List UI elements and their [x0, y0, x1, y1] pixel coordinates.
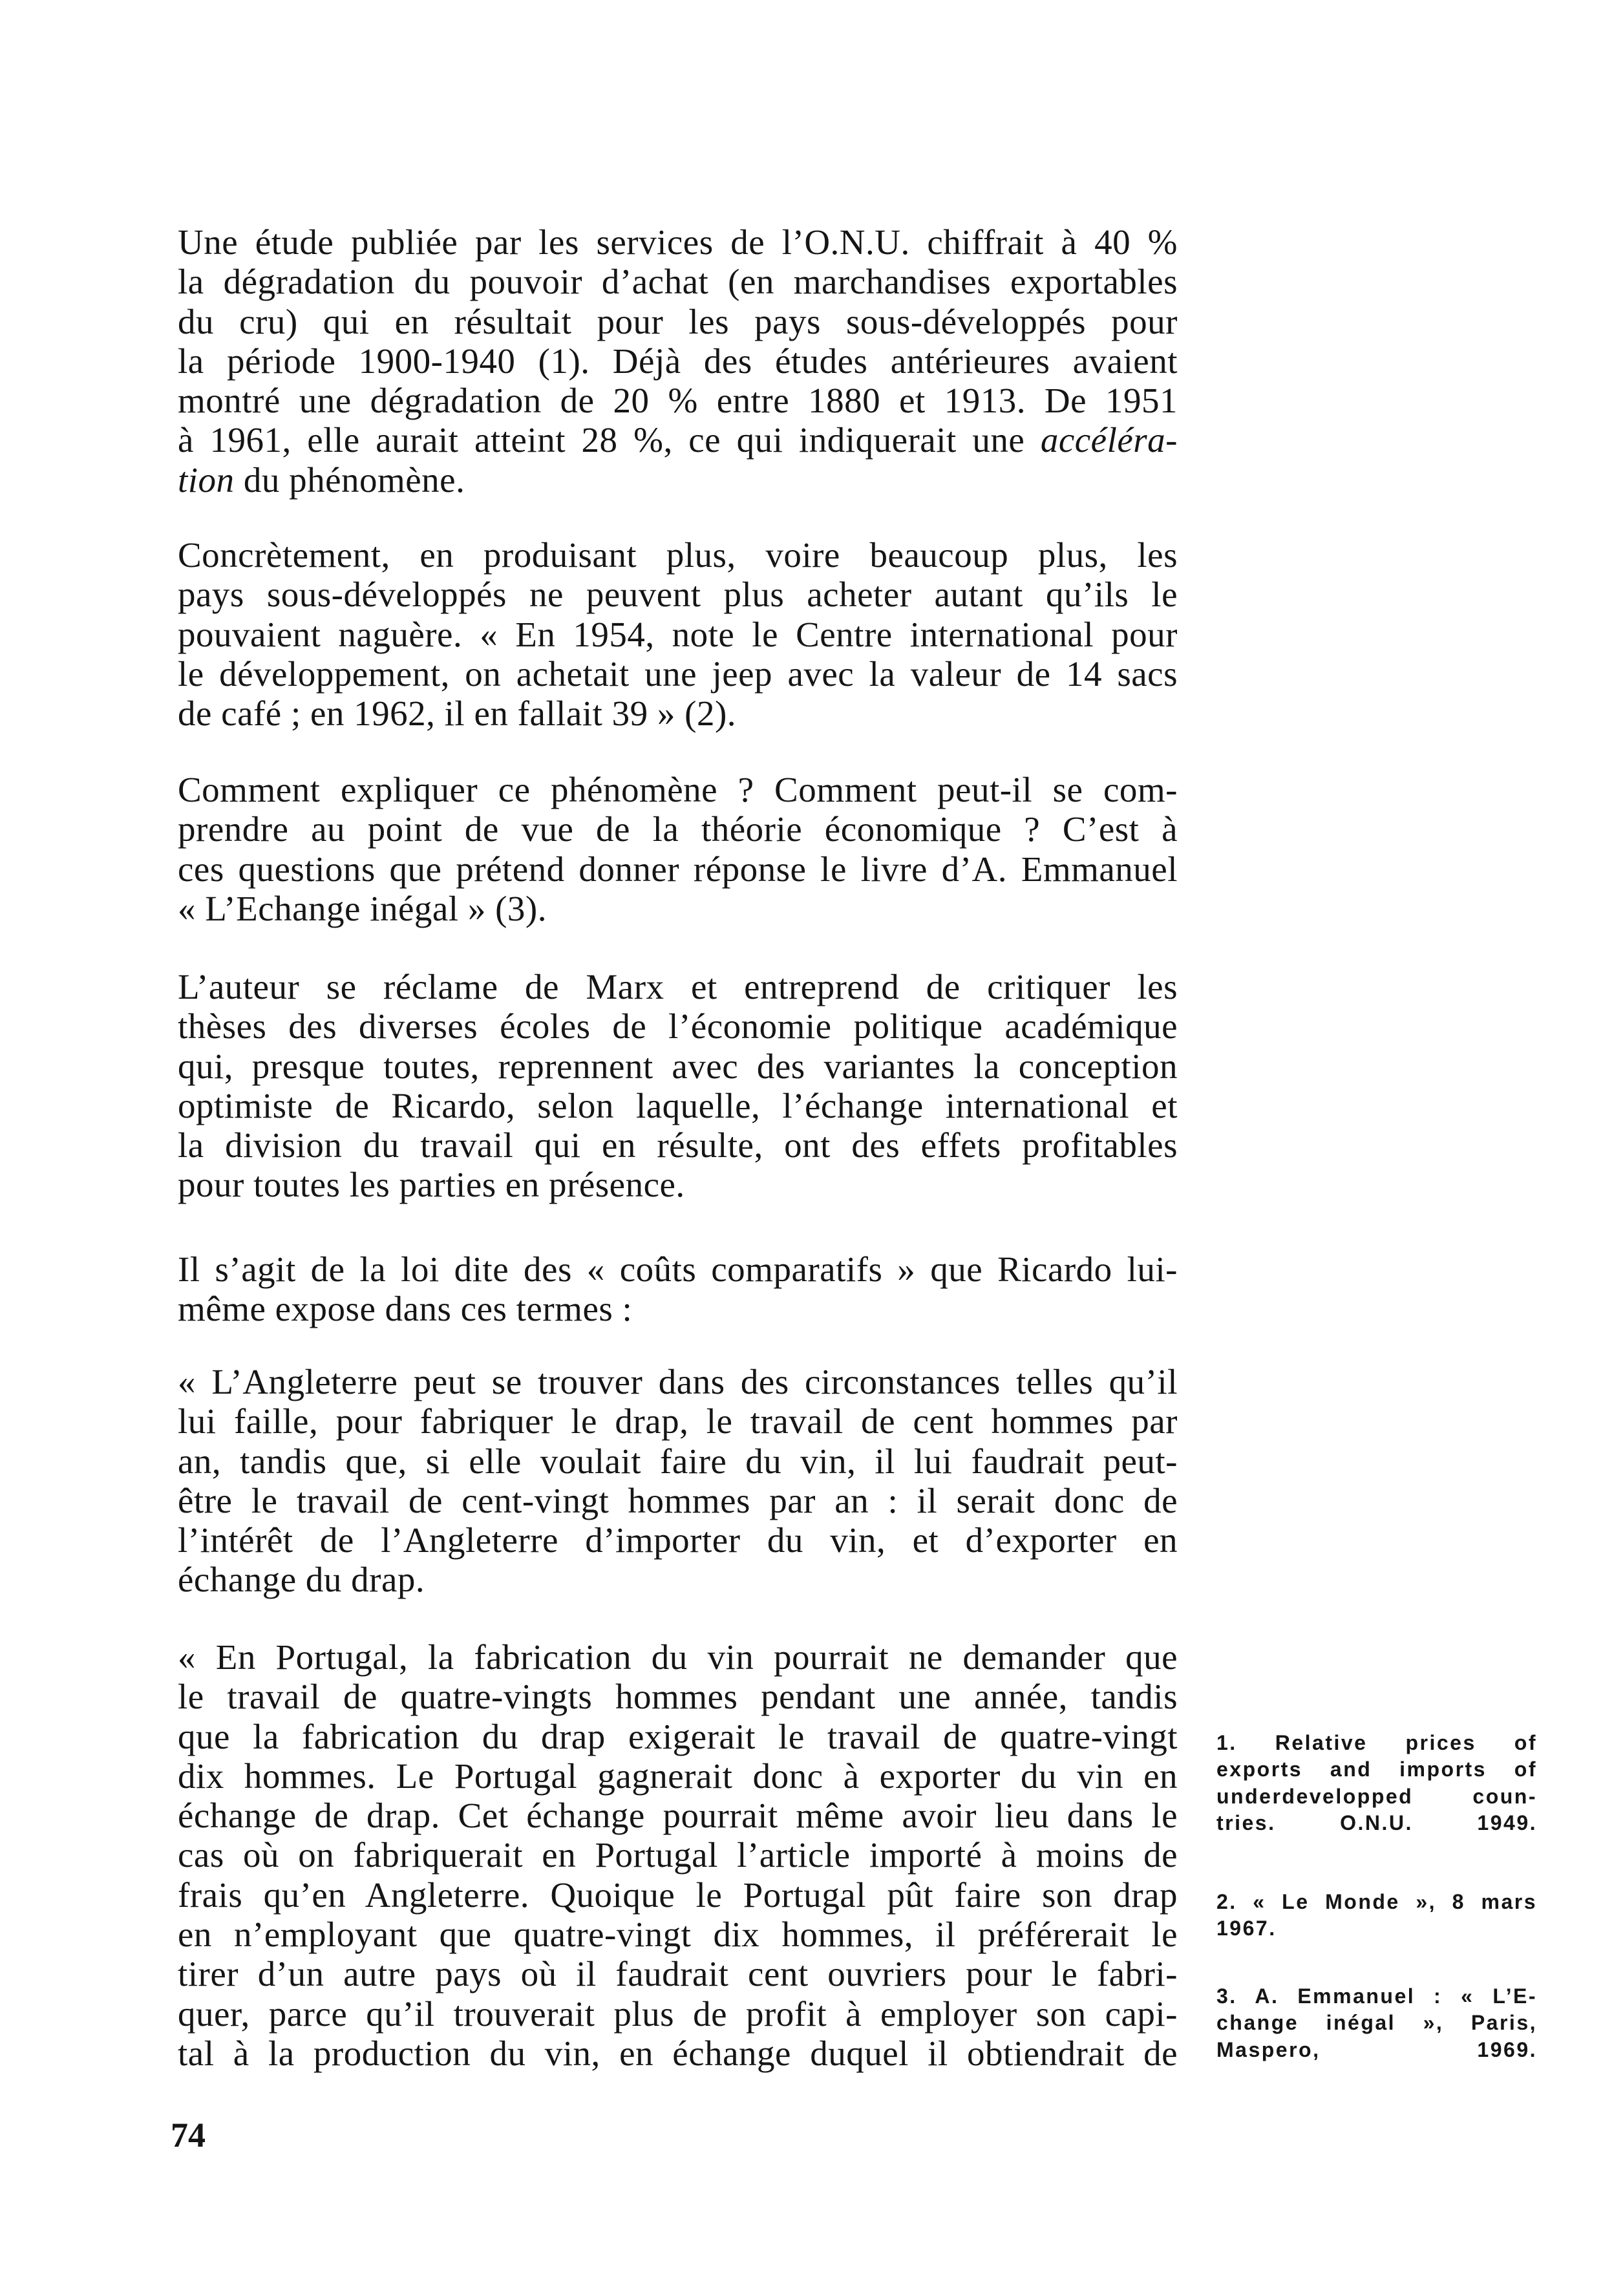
- note-line: exports and imports of: [1216, 1758, 1537, 1781]
- text-line: [178, 420, 1178, 460]
- note-line: 2. « Le Monde », 8 mars: [1216, 1890, 1537, 1913]
- text-segment: du phénomène.: [234, 460, 465, 500]
- text-line: Concrètement, en produisant plus, voire beaucoup plus, les: [178, 535, 1178, 575]
- text-line: tal à la production du vin, en échange duquel il obtiendrait de: [178, 2033, 1178, 2073]
- quotation-paragraph-2: [178, 1637, 1178, 2073]
- paragraph-3: [178, 770, 1178, 928]
- text-line: pays sous-développés ne peuvent plus acheter autant qu’ils le: [178, 575, 1178, 615]
- text-line: dix hommes. Le Portugal gagnerait donc à exporter du vin en: [178, 1756, 1178, 1796]
- paragraph-4: [178, 967, 1178, 1205]
- text-line: « L’Angleterre peut se trouver dans des circonstances telles qu’il: [178, 1362, 1178, 1401]
- paragraph-1: [178, 222, 1178, 500]
- text-line: Une étude publiée par les services de l’O.N.U. chiffrait à 40 %: [178, 222, 1178, 262]
- text-line: Il s’agit de la loi dite des « coûts comparatifs » que Ricardo lui-: [178, 1249, 1178, 1289]
- text-line: du cru) qui en résultait pour les pays sous-développés pour: [178, 301, 1178, 341]
- text-line: en n’employant que quatre-vingt dix hommes, il préférerait le: [178, 1915, 1178, 1955]
- text-line: que la fabrication du drap exigerait le travail de quatre-vingt: [178, 1716, 1178, 1756]
- text-line: le développement, on achetait une jeep avec la valeur de 14 sacs: [178, 654, 1178, 694]
- text-line: ces questions que prétend donner réponse le livre d’A. Emmanuel: [178, 849, 1178, 889]
- text-line: échange de drap. Cet échange pourrait même avoir lieu dans le: [178, 1796, 1178, 1836]
- italic-text-segment: accéléra-: [1040, 420, 1178, 460]
- quotation-paragraph-1: [178, 1362, 1178, 1600]
- note-line: 3. A. Emmanuel : « L’E-: [1216, 1984, 1537, 2008]
- text-line: lui faille, pour fabriquer le drap, le travail de cent hommes par: [178, 1401, 1178, 1441]
- text-line: le travail de quatre-vingts hommes pendant une année, tandis: [178, 1677, 1178, 1717]
- text-line: la période 1900-1940 (1). Déjà des études antérieures avaient: [178, 341, 1178, 381]
- text-line: l’intérêt de l’Angleterre d’importer du vin, et d’exporter en: [178, 1520, 1178, 1560]
- page-number: 74: [171, 2116, 206, 2154]
- text-line: montré une dégradation de 20 % entre 1880 et 1913. De 1951: [178, 381, 1178, 421]
- text-line: la division du travail qui en résulte, ont des effets profitables: [178, 1125, 1178, 1165]
- note-line: Maspero, 1969.: [1216, 2037, 1537, 2061]
- text-line: frais qu’en Angleterre. Quoique le Portugal pût faire son drap: [178, 1875, 1178, 1915]
- text-line: même expose dans ces termes :: [178, 1289, 633, 1329]
- text-line: Comment expliquer ce phénomène ? Comment peut-il se com-: [178, 770, 1178, 809]
- text-line: an, tandis que, si elle voulait faire du vin, il lui faudrait peut-: [178, 1441, 1178, 1481]
- text-line: qui, presque toutes, reprennent avec des variantes la conception: [178, 1046, 1178, 1086]
- text-line: « L’Echange inégal » (3).: [178, 888, 547, 928]
- text-line: pouvaient naguère. « En 1954, note le Centre international pour: [178, 614, 1178, 654]
- text-line: prendre au point de vue de la théorie économique ? C’est à: [178, 809, 1178, 849]
- note-line: 1. Relative prices of: [1216, 1731, 1537, 1754]
- text-line: optimiste de Ricardo, selon laquelle, l’échange international et: [178, 1085, 1178, 1125]
- text-line: cas où on fabriquerait en Portugal l’article importé à moins de: [178, 1835, 1178, 1875]
- text-segment: à 1961, elle aurait atteint 28 %, ce qui indiquerait une: [178, 420, 1041, 460]
- text-line: échange du drap.: [178, 1560, 425, 1600]
- paragraph-5: [178, 1249, 1178, 1329]
- note-line: change inégal », Paris,: [1216, 2011, 1537, 2035]
- text-line: être le travail de cent-vingt hommes par an : il serait donc de: [178, 1480, 1178, 1520]
- text-line: « En Portugal, la fabrication du vin pourrait ne demander que: [178, 1637, 1178, 1677]
- text-line: de café ; en 1962, il en fallait 39 » (2).: [178, 694, 737, 734]
- footnote-2: [1216, 1889, 1537, 1942]
- text-line: quer, parce qu’il trouverait plus de profit à employer son capi-: [178, 1993, 1178, 2034]
- note-line: underdevelopped coun-: [1216, 1784, 1537, 1808]
- footnote-1: [1216, 1730, 1537, 1836]
- text-line: la dégradation du pouvoir d’achat (en marchandises exportables: [178, 262, 1178, 302]
- note-line: 1967.: [1216, 1917, 1277, 1940]
- text-line: thèses des diverses écoles de l’économie politique académique: [178, 1006, 1178, 1047]
- text-line: [178, 460, 1178, 500]
- footnote-3: [1216, 1983, 1537, 2063]
- note-line: tries. O.N.U. 1949.: [1216, 1811, 1537, 1834]
- text-line: L’auteur se réclame de Marx et entreprend de critiquer les: [178, 967, 1178, 1006]
- text-line: pour toutes les parties en présence.: [178, 1165, 685, 1205]
- paragraph-2: [178, 535, 1178, 733]
- text-line: tirer d’un autre pays où il faudrait cent ouvriers pour le fabri-: [178, 1954, 1178, 1994]
- italic-text-segment: tion: [178, 460, 235, 500]
